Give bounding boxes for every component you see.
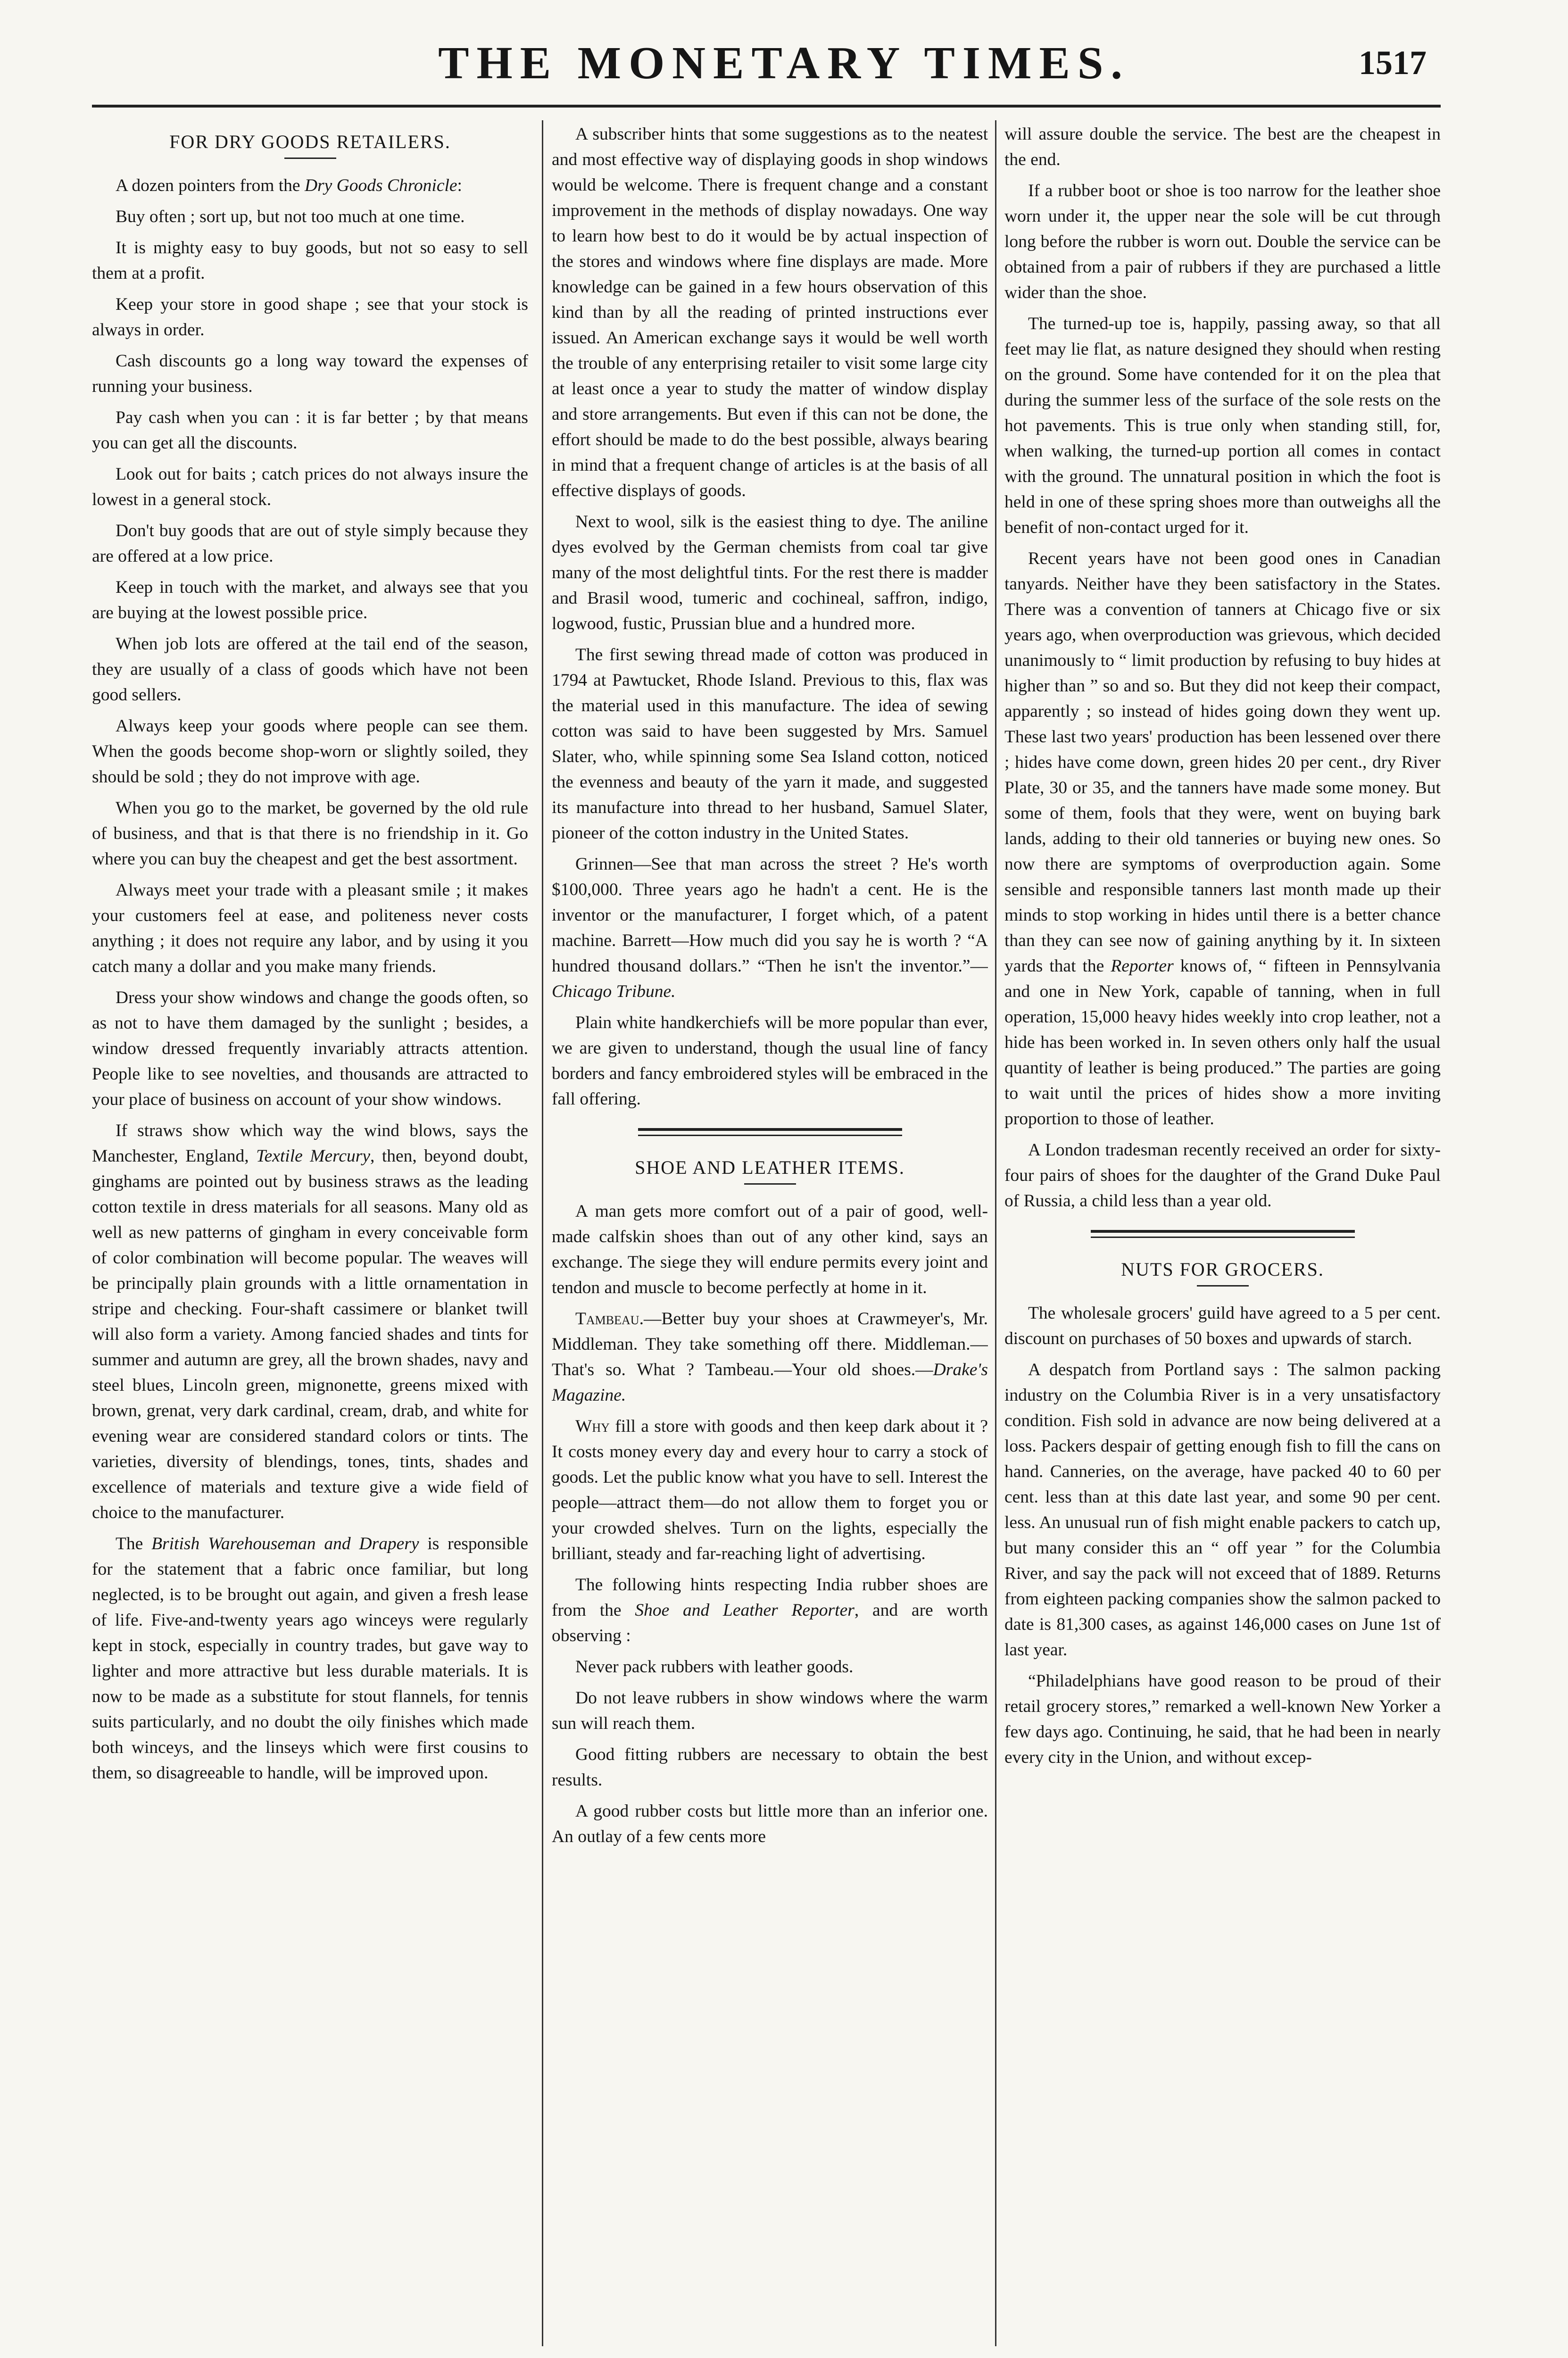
paragraph: When job lots are offered at the tail end of the season, they are usually of a class of goods which have not been good sellers. — [92, 634, 528, 705]
paragraph: The following hints respecting India rubber shoes are from the Shoe and Leather Reporter, and are worth observing : — [552, 1575, 988, 1645]
paragraph: The turned-up toe is, happily, passing away, so that all feet may lie flat, as nature designed they should when resting on the ground. Some have contended for it on the plea that during the summer less of the surface of the sole rests on the hot pavements. This is true only when standing still, for, when walking, the turned-up portion all comes in contact with the ground. The unnatural position in which the foot is held in one of these spring shoes more than outweighs all the benefit of non-contact urged for it. — [1004, 314, 1441, 537]
paragraph: Dress your show windows and change the goods often, so as not to have them damaged by the sunlight ; besides, a window dressed frequently invariably attracts attention. People like to see novelties, and thousands are attracted to your place of business on account of your show windows. — [92, 988, 528, 1109]
column-divider — [542, 120, 543, 2346]
paragraph: If a rubber boot or shoe is too narrow for the leather shoe worn under it, the upper near the sole will be cut through long before the rubber is worn out. Double the service can be obtained from a pair of rubbers if they are purchased a little wider than the shoe. — [1004, 181, 1441, 302]
column-divider — [995, 120, 996, 2346]
section-heading-shoe-leather: SHOE AND LEATHER ITEMS. — [635, 1157, 905, 1178]
paragraph: If straws show which way the wind blows, says the Manchester, England, Textile Mercury, then, beyond doubt, ginghams are pointed out by business straws as the leading cotton textile in dress materials for all seasons. Many old as well as new patterns of gingham in every conceivable form of color combination will become popular. The weaves will be principally plain grounds with a little ornamentation in stripe and checking. Four-shaft cassimere or blanket twill will also form a variety. Among fancied shades and tints for summer and autumn are grey, all the brown shades, navy and steel blues, Lincoln green, mignonette, greens mixed with brown, grenat, very dark cardinal, cream, drab, and white for evening wear are considered standard colors or tints. The varieties, diversity of blendings, tones, tints, shades and excellence of materials and texture give a wide field of choice to the manufacturer. — [92, 1121, 528, 1522]
column-1 — [92, 122, 528, 2348]
paragraph: “Philadelphians have good reason to be proud of their retail grocery stores,” remarked a well-known New Yorker a few days ago. Continuing, he said, that he had been in nearly every city in the Union, and without excep- — [1004, 1671, 1441, 1767]
masthead — [0, 37, 1568, 103]
paragraph: It is mighty easy to buy goods, but not so easy to sell them at a profit. — [92, 238, 528, 283]
paragraph: A good rubber costs but little more than an inferior one. An outlay of a few cents more — [552, 1802, 988, 1846]
paragraph: A London tradesman recently received an order for sixty-four pairs of shoes for the daughter of the Grand Duke Paul of Russia, a child less than a year old. — [1004, 1140, 1441, 1211]
paragraph: Next to wool, silk is the easiest thing to dye. The aniline dyes evolved by the German chemists from coal tar give many of the most delightful tints. For the rest there is madder and Brasil wood, tumeric and cochineal, saffron, indigo, logwood, fustic, Prussian blue and a hundred more. — [552, 512, 988, 633]
paragraph: Never pack rubbers with leather goods. — [575, 1657, 854, 1677]
paragraph: Why fill a store with goods and then keep dark about it ? It costs money every day and every hour to carry a stock of goods. Let the public know what you have to sell. Interest the people—attract them—do not allow them to forget you or your crowded shelves. Turn on the lights, especially the brilliant, steady and far-reaching light of advertising. — [552, 1417, 988, 1563]
section-divider — [1091, 1230, 1355, 1238]
paragraph: The first sewing thread made of cotton was produced in 1794 at Pawtucket, Rhode Island. Previous to this, flax was the material used in this manufacture. The idea of sewing cotton was said to have been suggested by Mrs. Samuel Slater, who, while spinning some Sea Island cotton, noticed the evenness and beauty of the yarn it made, and suggested its manufacture into thread to her husband, Samuel Slater, pioneer of the cotton industry in the United States. — [552, 645, 988, 843]
paragraph: Buy often ; sort up, but not too much at one time. — [116, 207, 465, 226]
column-3 — [1004, 122, 1441, 2348]
header-rule — [92, 105, 1441, 108]
paragraph: Cash discounts go a long way toward the expenses of running your business. — [92, 351, 528, 396]
paragraph: Don't buy goods that are out of style simply because they are offered at a low price. — [92, 521, 528, 566]
paragraph: A dozen pointers from the Dry Goods Chronicle: — [116, 176, 462, 195]
column-2 — [552, 122, 988, 2348]
paragraph: Look out for baits ; catch prices do not always insure the lowest in a general stock. — [92, 465, 528, 509]
section-divider — [638, 1128, 902, 1136]
paragraph: Always meet your trade with a pleasant smile ; it makes your customers feel at ease, and politeness never costs anything ; it does not require any labor, and by using it you catch many a dollar and you make many friends. — [92, 880, 528, 976]
publication-title: THE MONETARY TIMES. — [438, 38, 1130, 89]
paragraph: Tambeau.—Better buy your shoes at Crawmeyer's, Mr. Middleman. They take something off there. Middleman.—That's so. What ? Tambeau.—Your old shoes.—Drake's Magazine. — [552, 1309, 988, 1405]
paragraph: A man gets more comfort out of a pair of good, well-made calfskin shoes than out of any other kind, says an exchange. The siege they will endure permits every joint and tendon and muscle to become perfectly at home in it. — [552, 1202, 988, 1297]
paragraph: Always keep your goods where people can see them. When the goods become shop-worn or slightly soiled, they should be sold ; they do not improve with age. — [92, 716, 528, 787]
section-heading-nuts-grocers: NUTS FOR GROCERS. — [1121, 1259, 1324, 1280]
paragraph: will assure double the service. The best are the cheapest in the end. — [1004, 125, 1441, 169]
paragraph: Good fitting rubbers are necessary to obtain the best results. — [552, 1745, 988, 1790]
short-rule — [744, 1183, 796, 1185]
short-rule — [1197, 1285, 1249, 1287]
paragraph: A despatch from Portland says : The salmon packing industry on the Columbia River is in a very unsatisfactory condition. Fish sold in advance are now being delivered at a loss. Packers despair of getting enough fish to fill the cans on hand. Canneries, on the average, have packed 40 to 60 per cent. less than at this date last year, and some 90 per cent. less. An unusual run of fish might enable packers to catch up, but many consider this an “ off year ” for the Columbia River, and say the pack will not exceed that of 1889. Returns from eighteen packing companies show the salmon packed to date is 81,300 cases, as against 146,000 cases on June 1st of last year. — [1004, 1360, 1441, 1660]
paragraph: The British Warehouseman and Drapery is responsible for the statement that a fabric once familiar, but long neglected, is to be brought out again, and given a fresh lease of life. Five-and-twenty years ago winceys were regularly kept in stock, especially in country trades, but gave way to lighter and more attractive but less durable materials. It is now to be made as a substitute for stout flannels, for tennis suits particularly, and no doubt the oily finishes which made both winceys, and the linseys which were first cousins to them, so disagreeable to handle, will be improved upon. — [92, 1534, 528, 1783]
paragraph: A subscriber hints that some suggestions as to the neatest and most effective way of displaying goods in shop windows would be welcome. There is frequent change and a constant improvement in the methods of display nowadays. One way to learn how best to do it would be by actual inspection of the stores and windows where fine displays are made. More knowledge can be gained in a few hours observation of this kind than by all the reading of printed instructions ever issued. An American exchange says it would be well worth the trouble of any enterprising retailer to visit some large city at least once a year to study the matter of window display and store arrangements. But even if this can not be done, the effort should be made to do the best possible, always bearing in mind that a frequent change of articles is at the basis of all effective displays of goods. — [552, 125, 988, 500]
paragraph: Keep in touch with the market, and always see that you are buying at the lowest possible price. — [92, 578, 528, 623]
paragraph: When you go to the market, be governed by the old rule of business, and that is that there is no friendship in it. Go where you can buy the cheapest and get the best assortment. — [92, 798, 528, 869]
short-rule — [284, 158, 336, 159]
page-number: 1517 — [1359, 44, 1427, 82]
paragraph: Keep your store in good shape ; see that your stock is always in order. — [92, 295, 528, 340]
paragraph: Do not leave rubbers in show windows where the warm sun will reach them. — [552, 1688, 988, 1733]
paragraph: Plain white handkerchiefs will be more popular than ever, we are given to understand, though the usual line of fancy borders and fancy embroidered styles will be embraced in the fall offering. — [552, 1013, 988, 1109]
paragraph: The wholesale grocers' guild have agreed to a 5 per cent. discount on purchases of 50 boxes and upwards of starch. — [1004, 1304, 1441, 1348]
paragraph: Pay cash when you can : it is far better ; by that means you can get all the discounts. — [92, 408, 528, 453]
paragraph: Recent years have not been good ones in Canadian tanyards. Neither have they been satisfactory in the States. There was a convention of tanners at Chicago five or six years ago, when overproduction was grievous, which decided unanimously to “ limit production by refusing to buy hides at higher than ” so and so. But they did not keep their compact, apparently ; so instead of hides going down they went up. These last two years' production has been lessened over there ; hides have come down, green hides 20 per cent., dry River Plate, 30 or 35, and the tanners have made some money. But some of them, fools that they were, went on buying bark lands, adding to their old tanneries or buying new ones. So now there are symptoms of overproduction again. Some sensible and responsible tanners last month made up their minds to stop working in hides until there is a better chance than they can see now of gaining anything by it. In sixteen yards that the Reporter knows of, “ fifteen in Pennsylvania and one in New York, capable of tanning, when in full operation, 15,000 heavy hides weekly into crop leather, not a hide has been worked in. In seven others only half the usual quantity of leather is being produced.” The parties are going to wait until the prices of hides show a more inviting proportion to those of leather. — [1004, 549, 1441, 1129]
section-heading-dry-goods: FOR DRY GOODS RETAILERS. — [169, 131, 451, 152]
paragraph: Grinnen—See that man across the street ? He's worth $100,000. Three years ago he hadn't a cent. He is the inventor or the manufacturer, I forget which, of a patent machine. Barrett—How much did you say he is worth ? “A hundred thousand dollars.” “Then he isn't the inventor.”—Chicago Tribune. — [552, 855, 988, 1001]
